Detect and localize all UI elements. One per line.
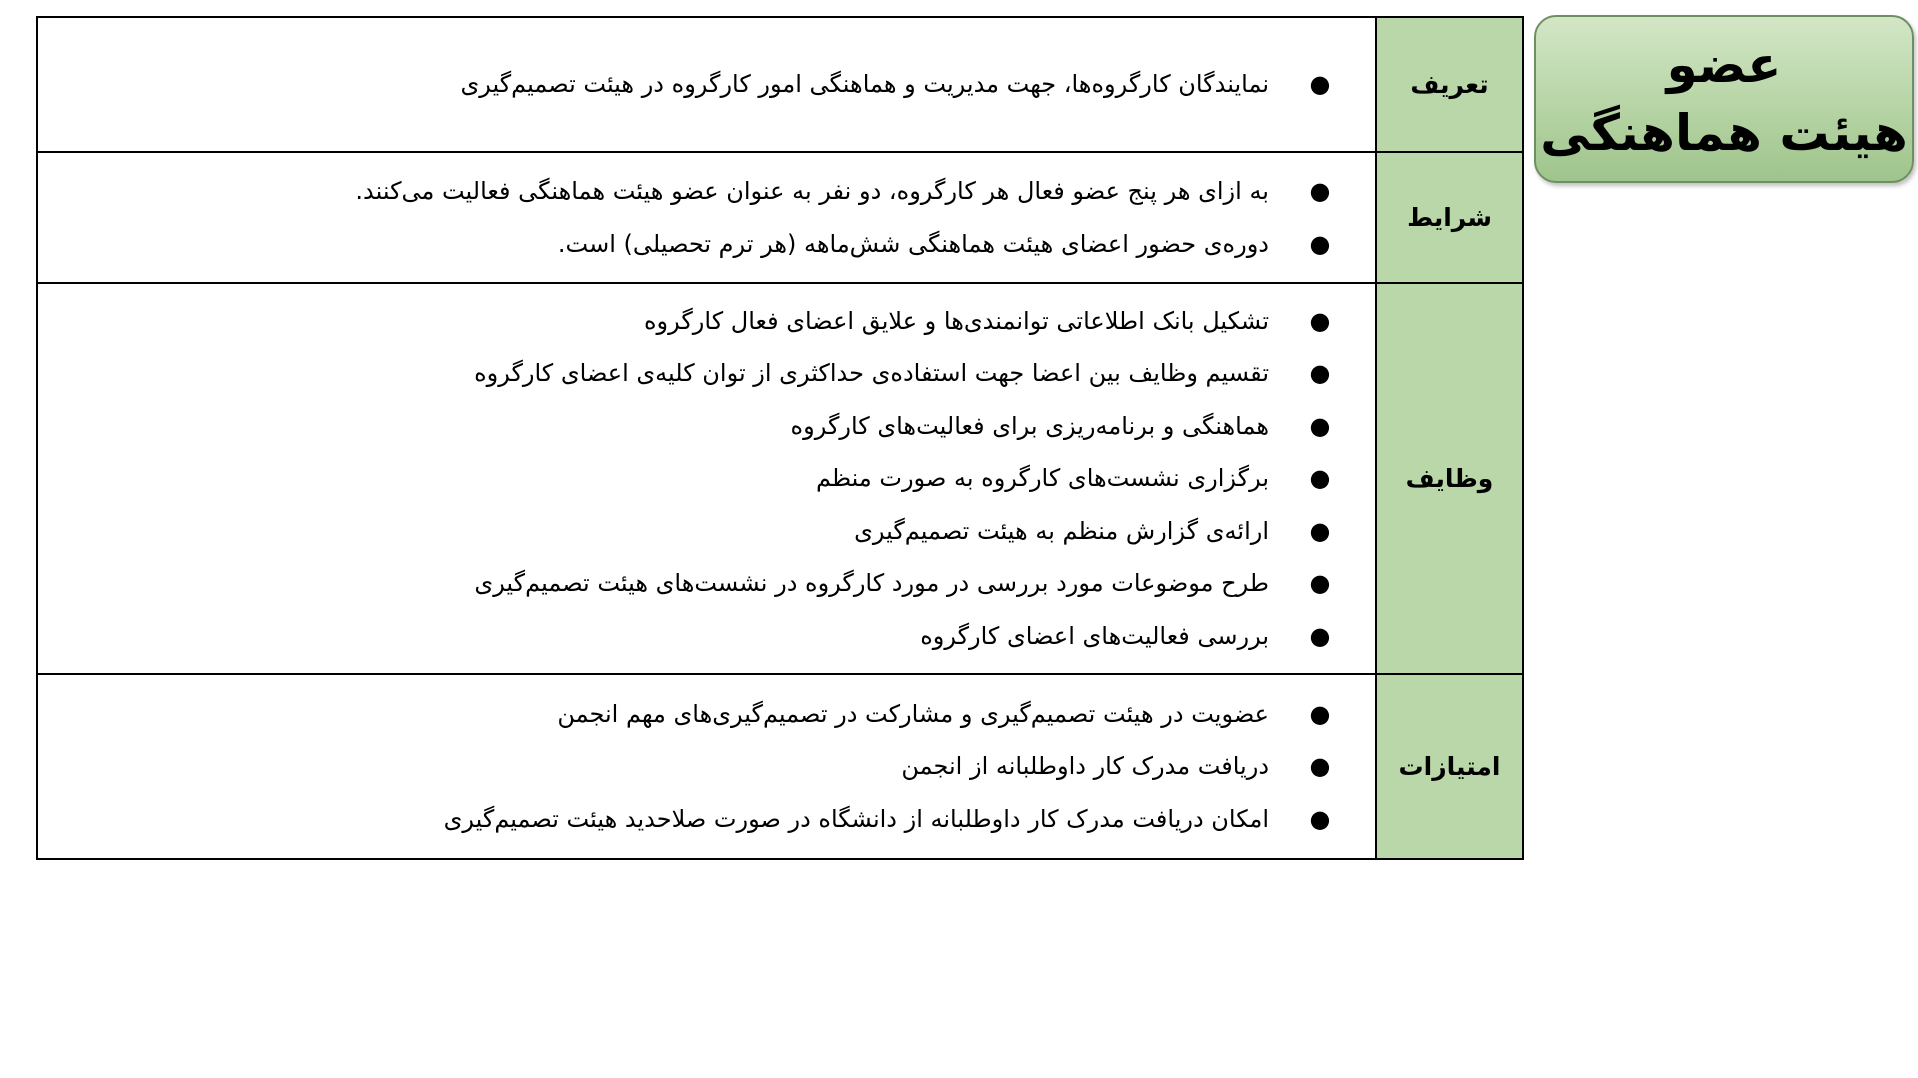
item-text: عضویت در هیئت تصمیم‌گیری و مشارکت در تصمیم‌گیری‌های مهم انجمن bbox=[557, 699, 1269, 728]
bullet-icon: ● bbox=[1309, 359, 1331, 388]
item-list bbox=[38, 58, 1375, 111]
bullet-icon: ● bbox=[1309, 229, 1331, 258]
list-item bbox=[58, 452, 1335, 505]
row-benefits bbox=[37, 674, 1523, 859]
bullet-icon: ● bbox=[1309, 699, 1331, 728]
item-text: بررسی فعالیت‌های اعضای کارگروه bbox=[920, 621, 1269, 650]
row-content-conditions bbox=[37, 152, 1376, 283]
list-item bbox=[58, 218, 1335, 271]
list-item bbox=[58, 740, 1335, 793]
info-table bbox=[36, 16, 1524, 860]
list-item bbox=[58, 347, 1335, 400]
item-text: تقسیم وظایف بین اعضا جهت استفاده‌ی حداکثری از توان کلیه‌ی اعضای کارگروه bbox=[474, 359, 1269, 388]
row-label-benefits: امتیازات bbox=[1376, 674, 1523, 859]
item-text: طرح موضوعات مورد بررسی در مورد کارگروه در نشست‌های هیئت تصمیم‌گیری bbox=[474, 569, 1269, 598]
title-line-1: عضو bbox=[1666, 36, 1782, 94]
item-text: برگزاری نشست‌های کارگروه به صورت منظم bbox=[815, 464, 1269, 493]
list-item bbox=[58, 58, 1335, 111]
bullet-icon: ● bbox=[1309, 306, 1331, 335]
item-list bbox=[38, 688, 1375, 846]
row-duties bbox=[37, 283, 1523, 674]
bullet-icon: ● bbox=[1309, 177, 1331, 205]
item-text: امکان دریافت مدرک کار داوطلبانه از دانشگاه در صورت صلاحدید هیئت تصمیم‌گیری bbox=[443, 804, 1269, 833]
title-line-2: هیئت هماهنگی bbox=[1540, 104, 1908, 162]
item-list bbox=[38, 165, 1375, 270]
row-definition bbox=[37, 17, 1523, 152]
item-text: ارائه‌ی گزارش منظم به هیئت تصمیم‌گیری bbox=[854, 516, 1269, 545]
list-item bbox=[58, 688, 1335, 741]
row-content-benefits bbox=[37, 674, 1376, 859]
bullet-icon: ● bbox=[1309, 70, 1331, 99]
row-label-duties: وظایف bbox=[1376, 283, 1523, 674]
list-item bbox=[58, 793, 1335, 846]
bullet-icon: ● bbox=[1309, 569, 1331, 598]
row-label-definition: تعریف bbox=[1376, 17, 1523, 152]
bullet-icon: ● bbox=[1309, 621, 1331, 650]
list-item bbox=[58, 400, 1335, 453]
item-text: هماهنگی و برنامه‌ریزی برای فعالیت‌های کارگروه bbox=[790, 411, 1269, 440]
row-label-conditions: شرایط bbox=[1376, 152, 1523, 283]
item-text: دریافت مدرک کار داوطلبانه از انجمن bbox=[901, 752, 1269, 781]
row-content-duties bbox=[37, 283, 1376, 674]
bullet-icon: ● bbox=[1309, 804, 1331, 833]
bullet-icon: ● bbox=[1309, 752, 1331, 781]
row-conditions bbox=[37, 152, 1523, 283]
item-list bbox=[38, 295, 1375, 663]
list-item bbox=[58, 165, 1335, 218]
list-item bbox=[58, 505, 1335, 558]
list-item bbox=[58, 610, 1335, 663]
bullet-icon: ● bbox=[1309, 516, 1331, 545]
list-item bbox=[58, 295, 1335, 348]
bullet-icon: ● bbox=[1309, 464, 1331, 493]
row-content-definition bbox=[37, 17, 1376, 152]
item-text: دوره‌ی حضور اعضای هیئت هماهنگی شش‌ماهه (هر ترم تحصیلی) است. bbox=[557, 229, 1269, 258]
bullet-icon: ● bbox=[1309, 411, 1331, 440]
item-text: نمایندگان کارگروه‌ها، جهت مدیریت و هماهنگی امور کارگروه در هیئت تصمیم‌گیری bbox=[460, 70, 1269, 99]
list-item bbox=[58, 557, 1335, 610]
item-text: تشکیل بانک اطلاعاتی توانمندی‌ها و علایق اعضای فعال کارگروه bbox=[643, 306, 1269, 335]
item-text: به ازای هر پنج عضو فعال هر کارگروه، دو نفر به عنوان عضو هیئت هماهنگی فعالیت می‌کنند. bbox=[355, 177, 1269, 205]
title-box bbox=[1534, 15, 1914, 183]
